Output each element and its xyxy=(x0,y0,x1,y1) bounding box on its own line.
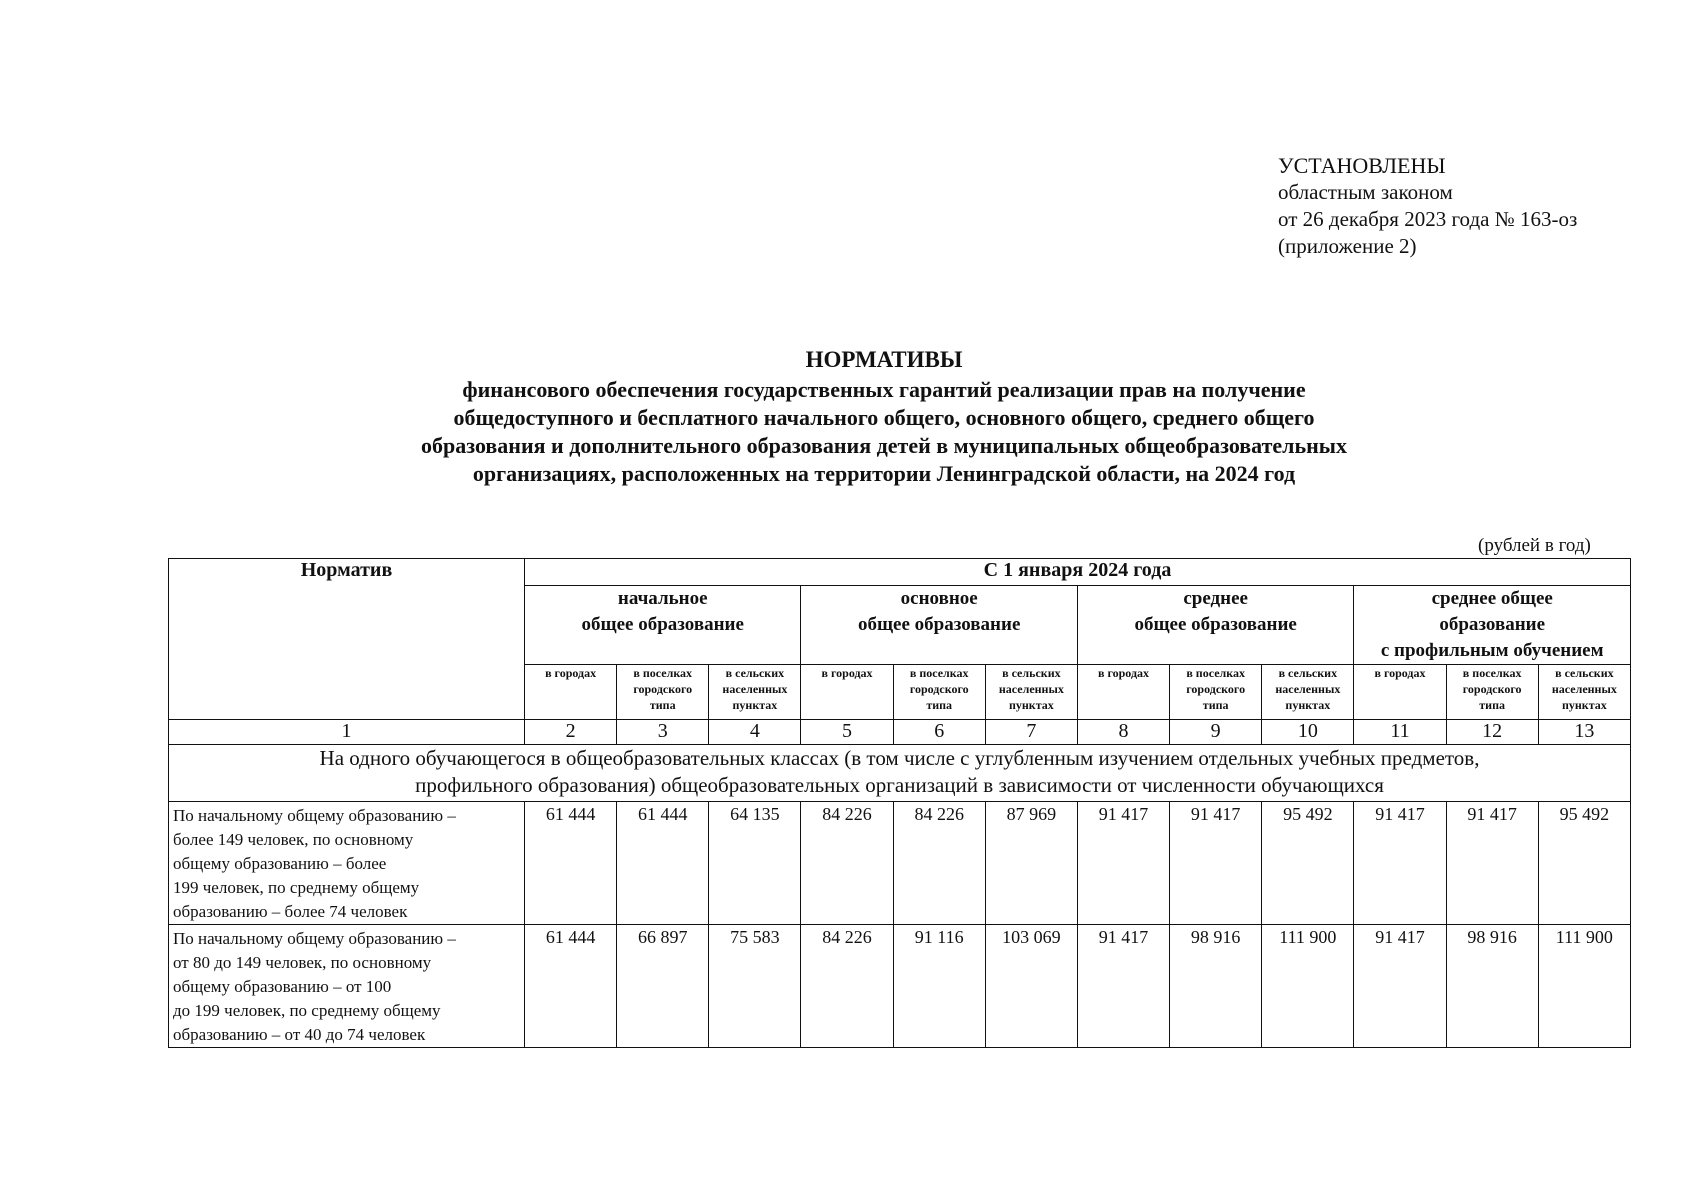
table-cell: 84 226 xyxy=(801,802,893,925)
sub-rural-l3: пунктах xyxy=(1008,698,1054,712)
table-cell: 95 492 xyxy=(1538,802,1630,925)
column-number-row xyxy=(169,720,1631,745)
stamp-line-3: от 26 декабря 2023 года № 163-оз xyxy=(1278,207,1578,231)
sub-urban-l3: типа xyxy=(649,698,676,712)
table-cell: 91 116 xyxy=(893,925,985,1048)
col-number: 4 xyxy=(709,720,801,745)
sub-urban-l1: в поселках xyxy=(1186,666,1245,680)
group-secondary-line-1: среднее xyxy=(1183,588,1248,609)
group-basic-line-2: общее образование xyxy=(858,614,1021,635)
sub-urban xyxy=(893,665,985,720)
group-primary-line-1: начальное xyxy=(617,588,708,609)
row-desc-line: более 149 человек, по основному xyxy=(173,830,414,849)
col-number: 7 xyxy=(985,720,1077,745)
table-cell: 91 417 xyxy=(1077,802,1169,925)
sub-rural-l3: пунктах xyxy=(732,698,778,712)
sub-city-text: в городах xyxy=(545,666,597,680)
table-cell: 111 900 xyxy=(1538,925,1630,1048)
group-basic xyxy=(801,586,1077,665)
stamp-line-4: (приложение 2) xyxy=(1278,234,1417,258)
title-line-3: образования и дополнительного образования детей в муниципальных общеобразовательных xyxy=(421,433,1347,458)
sub-rural-l3: пунктах xyxy=(1561,698,1607,712)
row-desc-line: образованию – от 40 до 74 человек xyxy=(173,1025,426,1044)
table-cell: 91 417 xyxy=(1354,925,1446,1048)
sub-urban-l1: в поселках xyxy=(1462,666,1522,680)
sub-rural-l2: населенных xyxy=(1551,682,1617,696)
group-secondary xyxy=(1077,586,1353,665)
sub-rural-l2: населенных xyxy=(998,682,1064,696)
row-desc-line: образованию – более 74 человек xyxy=(173,902,408,921)
col-number: 3 xyxy=(617,720,709,745)
group-primary xyxy=(525,586,801,665)
sub-urban xyxy=(1446,665,1538,720)
section-line-1: На одного обучающегося в общеобразовательных классах (в том числе с углубленным изучением отдельных учебных предметов, xyxy=(319,746,1480,770)
table-cell: 91 417 xyxy=(1446,802,1538,925)
stamp-line-1: УСТАНОВЛЕНЫ xyxy=(1278,153,1446,178)
sub-city-text: в городах xyxy=(1374,666,1426,680)
title-main: НОРМАТИВЫ xyxy=(805,347,963,372)
header-norm: Норматив xyxy=(169,559,525,720)
sub-urban-l1: в поселках xyxy=(633,666,693,680)
group-profile-line-2: образование xyxy=(1439,614,1546,635)
col-number: 5 xyxy=(801,720,893,745)
sub-city xyxy=(525,665,617,720)
col-number: 9 xyxy=(1170,720,1262,745)
col-number: 2 xyxy=(525,720,617,745)
sub-rural-l1: в сельских xyxy=(1002,666,1061,680)
table-cell: 61 444 xyxy=(525,802,617,925)
sub-rural xyxy=(709,665,801,720)
sub-rural xyxy=(985,665,1077,720)
sub-urban-l3: типа xyxy=(926,698,953,712)
col-number: 12 xyxy=(1446,720,1538,745)
section-line-2: профильного образования) общеобразовательных организаций в зависимости от численности обучающихся xyxy=(415,773,1384,797)
row-desc-line: общему образованию – более xyxy=(173,854,387,873)
section-row xyxy=(169,745,1631,802)
table-cell: 66 897 xyxy=(617,925,709,1048)
sub-city xyxy=(1354,665,1446,720)
sub-urban-l2: городского xyxy=(909,682,969,696)
row-desc-line: 199 человек, по среднему общему xyxy=(173,878,420,897)
sub-urban xyxy=(1170,665,1262,720)
table-cell: 75 583 xyxy=(709,925,801,1048)
group-profile-line-1: среднее общее xyxy=(1431,588,1553,609)
title-line-1: финансового обеспечения государственных гарантий реализации прав на получение xyxy=(462,377,1306,402)
group-profile xyxy=(1354,586,1631,665)
sub-rural-l1: в сельских xyxy=(725,666,785,680)
table-cell: 98 916 xyxy=(1170,925,1262,1048)
row-desc-line: от 80 до 149 человек, по основному xyxy=(173,953,432,972)
sub-rural xyxy=(1262,665,1354,720)
group-primary-line-2: общее образование xyxy=(581,614,744,635)
table-cell: 98 916 xyxy=(1446,925,1538,1048)
table-cell: 91 417 xyxy=(1170,802,1262,925)
sub-urban-l1: в поселках xyxy=(909,666,969,680)
row-desc-line: общему образованию – от 100 xyxy=(173,977,392,996)
col-number: 11 xyxy=(1354,720,1446,745)
approval-stamp xyxy=(1278,152,1577,260)
table-cell: 64 135 xyxy=(709,802,801,925)
sub-urban xyxy=(617,665,709,720)
col-number: 13 xyxy=(1538,720,1630,745)
table-cell: 84 226 xyxy=(801,925,893,1048)
header-date: С 1 января 2024 года xyxy=(525,559,1631,586)
col-number: 10 xyxy=(1262,720,1354,745)
col-number: 6 xyxy=(893,720,985,745)
sub-rural-l2: населенных xyxy=(722,682,788,696)
sub-city-text: в городах xyxy=(1098,666,1150,680)
table-cell: 84 226 xyxy=(893,802,985,925)
unit-note: (рублей в год) xyxy=(1478,535,1591,556)
group-secondary-line-2: общее образование xyxy=(1134,614,1297,635)
table-cell: 111 900 xyxy=(1262,925,1354,1048)
group-profile-line-3: с профильным обучением xyxy=(1380,640,1604,661)
sub-urban-l2: городского xyxy=(1186,682,1246,696)
sub-city xyxy=(801,665,893,720)
table-row xyxy=(169,925,1631,1048)
table-cell: 95 492 xyxy=(1262,802,1354,925)
sub-urban-l3: типа xyxy=(1202,698,1229,712)
norms-table xyxy=(168,558,1631,1048)
sub-urban-l2: городского xyxy=(1462,682,1522,696)
table-row xyxy=(169,802,1631,925)
title-line-4: организациях, расположенных на территории Ленинградской области, на 2024 год xyxy=(472,461,1296,486)
sub-rural-l1: в сельских xyxy=(1555,666,1614,680)
table-cell: 87 969 xyxy=(985,802,1077,925)
table-cell: 91 417 xyxy=(1354,802,1446,925)
row-description xyxy=(169,925,525,1048)
group-basic-line-1: основное xyxy=(900,588,978,609)
title-line-2: общедоступного и бесплатного начального общего, основного общего, среднего общего xyxy=(453,405,1315,430)
col-number: 8 xyxy=(1077,720,1169,745)
stamp-line-2: областным законом xyxy=(1278,180,1453,204)
sub-rural-l3: пунктах xyxy=(1285,698,1331,712)
table-cell: 103 069 xyxy=(985,925,1077,1048)
sub-city xyxy=(1077,665,1169,720)
sub-urban-l3: типа xyxy=(1479,698,1505,712)
table-cell: 61 444 xyxy=(525,925,617,1048)
table-cell: 91 417 xyxy=(1077,925,1169,1048)
table-cell: 61 444 xyxy=(617,802,709,925)
row-desc-line: По начальному общему образованию – xyxy=(173,929,456,948)
row-desc-line: По начальному общему образованию – xyxy=(173,806,456,825)
row-description xyxy=(169,802,525,925)
row-desc-line: до 199 человек, по среднему общему xyxy=(173,1001,441,1020)
sub-city-text: в городах xyxy=(821,666,873,680)
section-heading xyxy=(169,745,1631,802)
document-title xyxy=(0,346,1697,488)
sub-rural-l2: населенных xyxy=(1275,682,1341,696)
sub-urban-l2: городского xyxy=(633,682,693,696)
col-number: 1 xyxy=(169,720,525,745)
sub-rural xyxy=(1538,665,1630,720)
sub-rural-l1: в сельских xyxy=(1278,666,1338,680)
